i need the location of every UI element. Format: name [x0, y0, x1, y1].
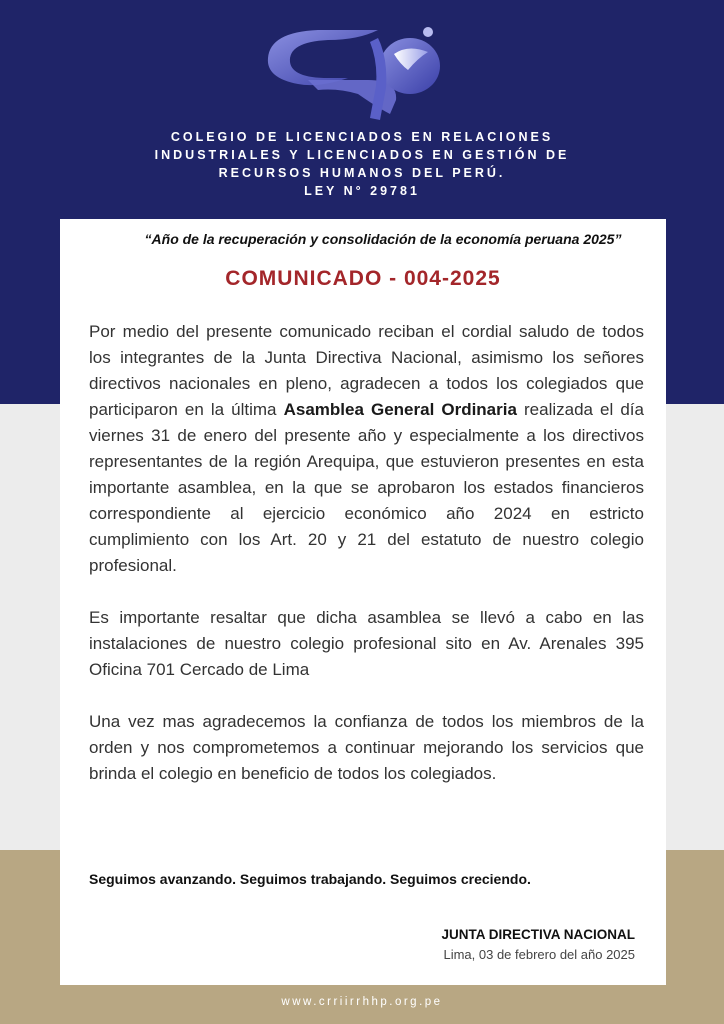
- paragraph-1: [89, 319, 644, 579]
- paragraph-1-text-a: Por medio del presente comunicado reciban el cordial saludo de todos los integrantes de la Junta Directiva Nacional, asimismo los señores directivos nacionales en pleno, agradecen a todos los colegiados que participaron en la última: [89, 322, 644, 419]
- law-number: LEY N° 29781: [304, 184, 420, 198]
- paragraph-3: Una vez mas agradecemos la confianza de todos los miembros de la orden y nos comprometemos a continuar mejorando los servicios que brinda el colegio en beneficio de todos los colegiados.: [89, 712, 644, 783]
- closing-statement: Seguimos avanzando. Seguimos trabajando. Seguimos creciendo.: [89, 871, 531, 887]
- assembly-name-bold: Asamblea General Ordinaria: [283, 400, 517, 419]
- communique-title: COMUNICADO - 004-2025: [225, 267, 501, 290]
- communique-card: [60, 219, 666, 985]
- org-name-line-2: INDUSTRIALES Y LICENCIADOS EN GESTIÓN DE: [154, 148, 570, 162]
- website-link[interactable]: www.crriirrhhp.org.pe: [281, 996, 443, 1008]
- org-name-line-1: COLEGIO DE LICENCIADOS EN RELACIONES: [170, 130, 554, 144]
- crp-logo-icon: [258, 18, 458, 126]
- org-name-line-3: RECURSOS HUMANOS DEL PERÚ.: [218, 166, 506, 180]
- organization-header: [0, 128, 724, 200]
- paragraph-2: Es importante resaltar que dicha asamblea se llevó a cabo en las instalaciones de nuestro colegio profesional sito en Av. Arenales 395 Oficina 701 Cercado de Lima: [89, 608, 644, 679]
- year-slogan: “Año de la recuperación y consolidación de la economía peruana 2025”: [144, 231, 622, 247]
- paragraph-1-text-b: realizada el día viernes 31 de enero del presente año y especialmente a los directivos representantes de la región Arequipa, que estuvieron presentes en esta importante asamblea, en la que se aprobaron los estados financieros correspondiente al ejercicio económico año 2024 en estricto cumplimiento con los Art. 20 y 21 del estatuto de nuestro colegio profesional.: [89, 400, 644, 575]
- signature-block: [442, 925, 636, 965]
- communique-body: [89, 319, 644, 813]
- signature-date: Lima, 03 de febrero del año 2025: [443, 947, 635, 962]
- signature-name: JUNTA DIRECTIVA NACIONAL: [441, 927, 635, 942]
